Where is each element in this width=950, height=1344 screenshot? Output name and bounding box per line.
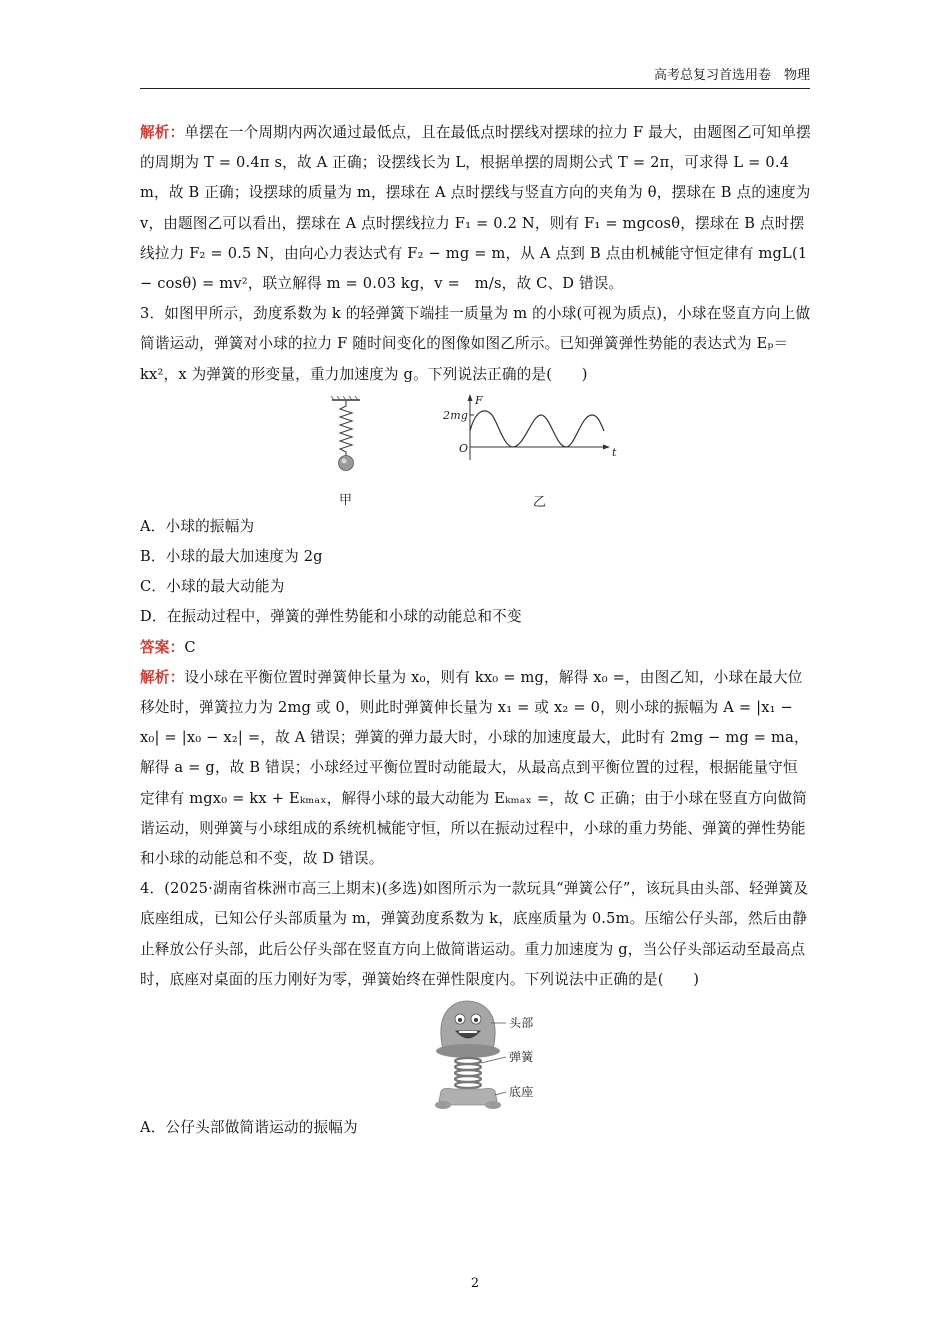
header-title: 高考总复习首选用卷 物理 <box>653 68 810 83</box>
page-number: 2 <box>470 1276 480 1291</box>
spring-toy-illustration <box>423 995 553 1113</box>
tick-2mg: 2mg <box>443 408 469 422</box>
analysis-label: 解析： <box>140 668 185 686</box>
answer-value: C <box>184 638 196 656</box>
option-c: C．小球的最大动能为 <box>140 578 285 596</box>
spring-diagram <box>330 396 370 508</box>
answer-label: 答案： <box>140 638 185 656</box>
analysis-text: 单摆在一个周期内两次通过最低点，且在最低点时摆线对摆球的拉力 F 最大，由题图乙可知单摆的周期为 T = 0.4π s，故 A 正确；设摆线长为 L，根据单摆的周期公式 T = 2π，可求得 L = 0.4 m，故 B 正确；设摆球的质量为 m，摆球在 A 点时摆线与竖直方向的夹角为 θ，摆球在 B 点的速度为 v，由题图乙可以看出，摆球在 A 点时摆线拉力 F₁ = 0.2 N，则有 F₁ = mgcosθ，摆球在 B 点时摆线拉力 F₂ = 0.5 N，由向心力表达式有 F₂ − mg = m，从 A 点到 B 点由机械能守恒定律有 mgL(1 − cosθ) = mv²，联立解得 m = 0.03 kg，v = m/s，故 C、D 错误。 <box>140 124 811 293</box>
page-content <box>140 118 812 1143</box>
label-yi: 乙 <box>533 494 547 510</box>
label-spring: 弹簧 <box>509 1050 534 1065</box>
option-a: A．小球的振幅为 <box>140 517 255 535</box>
force-time-graph <box>425 390 635 512</box>
question-4-stem: 4．(2025·湖南省株洲市高三上期末)(多选)如图所示为一款玩具“弹簧公仔”，该玩具由头部、轻弹簧及底座组成，已知公仔头部质量为 m，弹簧劲度系数为 k，底座质量为 0.5m。压缩公仔头部，然后由静止释放公仔头部，此后公仔头部在竖直方向上做简谐运动。重力加速度为 g，当公仔头部运动至最高点时，底座对桌面的压力刚好为零，弹簧始终在弹性限度内。下列说法中正确的是( ) <box>140 880 809 988</box>
option-b: B．小球的最大加速度为 2g <box>140 548 323 566</box>
figure-spring-toy <box>140 995 812 1113</box>
analysis-text: 设小球在平衡位置时弹簧伸长量为 x₀，则有 kx₀ = mg，解得 x₀ =，由图乙知，小球在最大位移处时，弹簧拉力为 2mg 或 0，则此时弹簧伸长量为 x₁ = 或 x₂ = 0，则小球的振幅为 A = |x₁ − x₀| = |x₀ − x₂| =，故 A 错误；弹簧的弹力最大时，小球的加速度最大，此时有 2mg − mg = ma，解得 a = g，故 B 错误；小球经过平衡位置时动能最大，从最高点到平衡位置的过程，根据能量守恒定律有 mgx₀ = kx + Eₖₘₐₓ，解得小球的最大动能为 Eₖₘₐₓ =，故 C 正确；由于小球在竖直方向做简谐运动，则弹簧与小球组成的系统机械能守恒，所以在振动过程中，小球的重力势能、弹簧的弹性势能和小球的动能总和不变，故 D 错误。 <box>140 668 809 868</box>
question-3-stem: 3．如图甲所示，劲度系数为 k 的轻弹簧下端挂一质量为 m 的小球(可视为质点)，小球在竖直方向上做简谐运动，弹簧对小球的拉力 F 随时间变化的图像如图乙所示。已知弹簧弹性势能的表达式为 Eₚ＝kx²，x 为弹簧的形变量，重力加速度为 g。下列说法正确的是( ) <box>140 305 811 383</box>
analysis-label: 解析： <box>140 124 185 141</box>
label-jia: 甲 <box>339 492 353 508</box>
page-header <box>140 66 810 89</box>
label-head: 头部 <box>509 1016 534 1031</box>
option-d: D．在振动过程中，弹簧的弹性势能和小球的动能总和不变 <box>140 608 522 626</box>
figure-spring-and-graph <box>140 390 812 512</box>
answer-line <box>140 633 812 663</box>
axis-x-label: t <box>612 445 617 459</box>
analysis-paragraph-2 <box>140 663 812 874</box>
q4-option-a: A．公仔头部做简谐运动的振幅为 <box>140 1119 358 1137</box>
axis-y-label: F <box>475 393 483 407</box>
origin-label: O <box>459 441 469 455</box>
label-base: 底座 <box>509 1085 534 1100</box>
analysis-paragraph-1 <box>140 118 812 299</box>
